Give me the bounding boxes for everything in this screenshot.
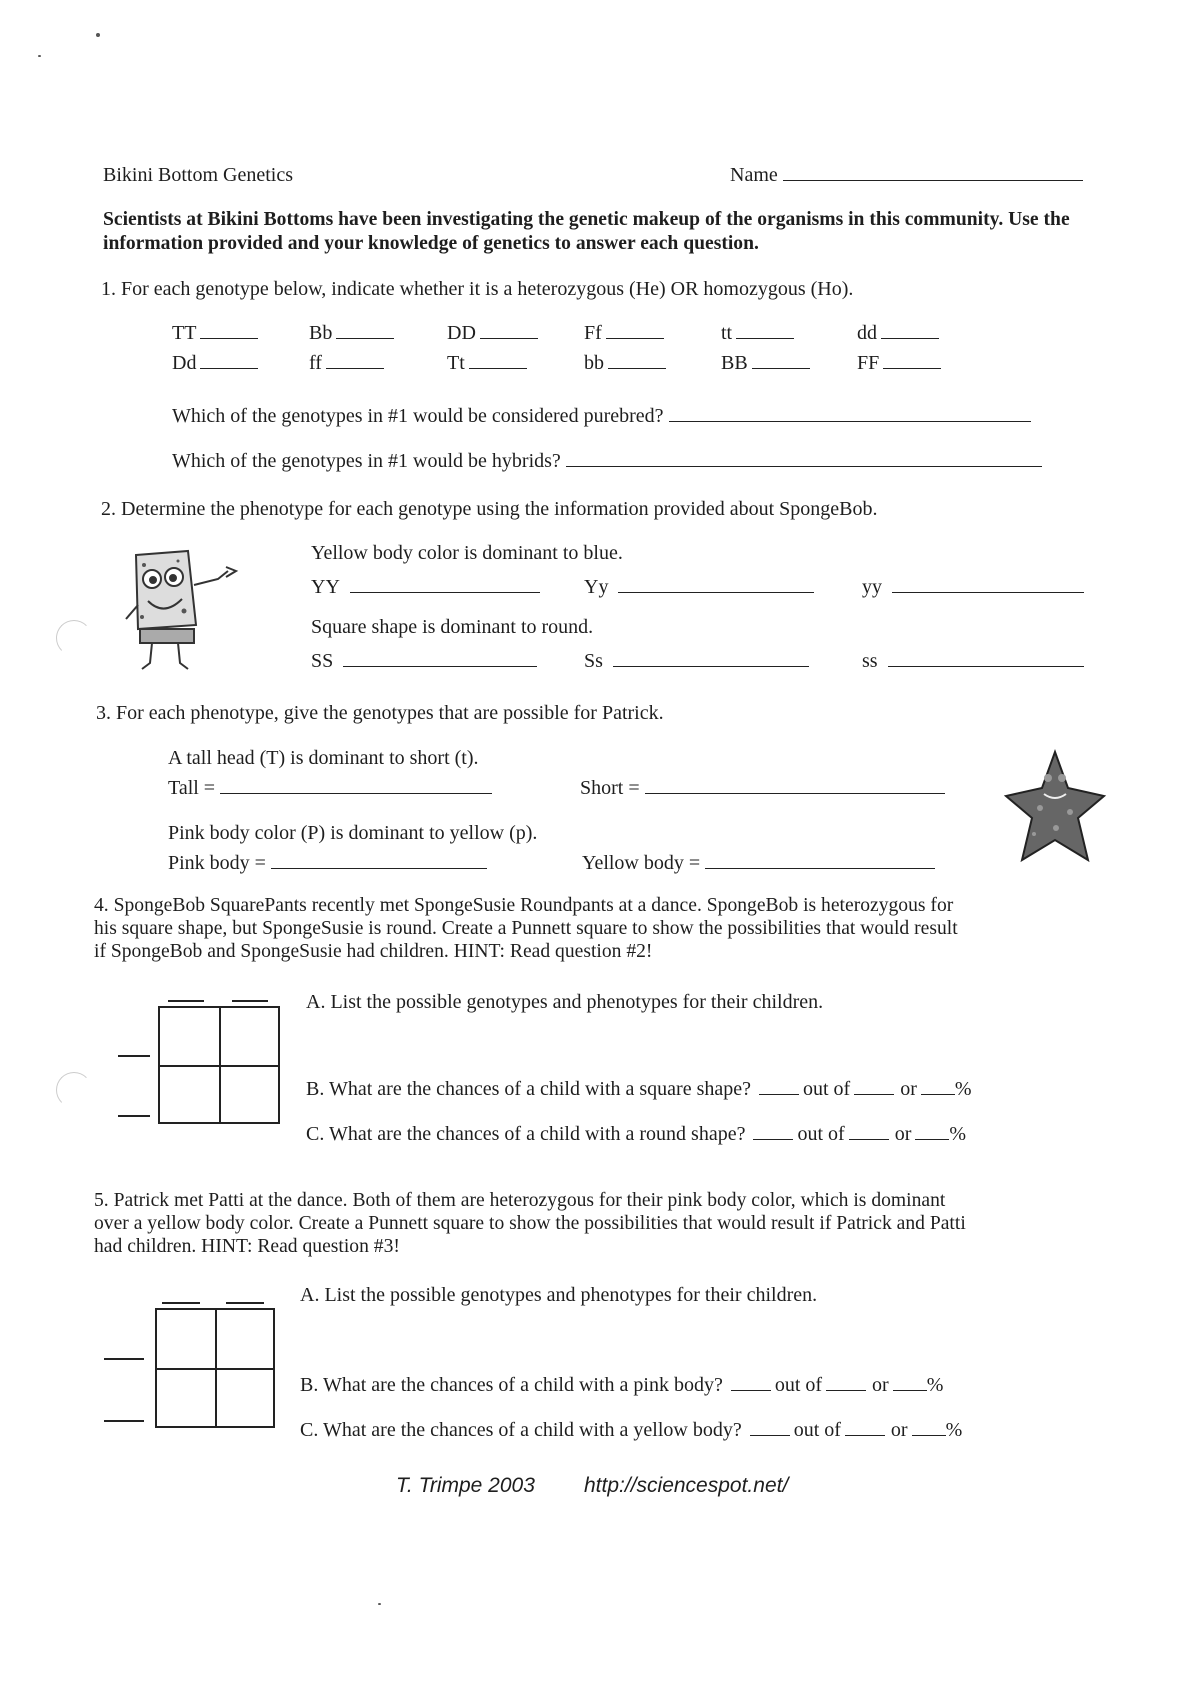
genotype-label: ss <box>862 650 878 672</box>
out-of-label: out of <box>797 1123 845 1145</box>
q1-genotype-item <box>309 352 384 375</box>
or-label: or <box>894 1123 912 1145</box>
genotype-answer-blank[interactable] <box>469 367 527 369</box>
footer-url[interactable]: http://sciencespot.net/ <box>584 1474 789 1497</box>
q1-genotype-item <box>309 322 394 345</box>
short-blank[interactable] <box>645 792 945 794</box>
punnett-divider-h <box>157 1368 273 1370</box>
genotype-label: tt <box>721 322 733 344</box>
q2-genotype-item <box>311 576 540 599</box>
q1-genotype-item <box>857 322 939 345</box>
q5-part-a: A. List the possible genotypes and phenotypes for their children. <box>300 1284 818 1306</box>
q2-rule-shape: Square shape is dominant to round. <box>311 616 594 638</box>
genotype-label: yy <box>862 576 882 598</box>
phenotype-answer-blank[interactable] <box>350 591 540 593</box>
q1-genotype-item <box>721 352 810 375</box>
genotype-answer-blank[interactable] <box>200 337 258 339</box>
genotype-answer-blank[interactable] <box>608 367 666 369</box>
q3-prompt: 3. For each phenotype, give the genotypes that are possible for Patrick. <box>96 702 664 724</box>
q4-punnett-square[interactable] <box>158 1006 280 1124</box>
name-field[interactable] <box>730 164 1083 187</box>
q4-part-a: A. List the possible genotypes and phenotypes for their children. <box>306 991 824 1013</box>
q3-rule-color: Pink body color (P) is dominant to yellow (p). <box>168 822 538 844</box>
chance-percent-blank[interactable] <box>893 1389 927 1391</box>
or-label: or <box>890 1419 908 1441</box>
genotype-answer-blank[interactable] <box>480 337 538 339</box>
genotype-label: Yy <box>584 576 609 598</box>
genotype-label: SS <box>311 650 334 672</box>
chance-question-text: B. What are the chances of a child with a square shape? <box>306 1078 751 1100</box>
genotype-label: BB <box>721 352 748 374</box>
hybrid-blank[interactable] <box>566 465 1042 467</box>
genotype-label: DD <box>447 322 476 344</box>
q5-side-allele-blank-1[interactable] <box>104 1358 144 1360</box>
chance-percent-blank[interactable] <box>915 1138 949 1140</box>
chance-total-blank[interactable] <box>845 1434 885 1436</box>
q4-prompt-line3: if SpongeBob and SpongeSusie had children. HINT: Read question #2! <box>94 941 653 962</box>
q1-hybrid-question: Which of the genotypes in #1 would be hybrids? <box>172 450 1042 473</box>
phenotype-answer-blank[interactable] <box>892 591 1084 593</box>
phenotype-answer-blank[interactable] <box>613 665 809 667</box>
percent-sign: % <box>949 1123 967 1145</box>
q5-top-allele-blank-1[interactable] <box>162 1302 200 1304</box>
percent-sign: % <box>954 1078 972 1100</box>
chance-count-blank[interactable] <box>753 1138 793 1140</box>
genotype-answer-blank[interactable] <box>606 337 664 339</box>
genotype-label: Ss <box>584 650 603 672</box>
genotype-label: ff <box>309 352 322 374</box>
name-label: Name <box>730 164 778 186</box>
q2-genotype-item <box>584 576 814 599</box>
q1-genotype-item <box>584 322 664 345</box>
genotype-answer-blank[interactable] <box>752 367 810 369</box>
q4-side-allele-blank-1[interactable] <box>118 1055 150 1057</box>
punch-hole <box>56 620 92 656</box>
q1-genotype-item <box>447 352 527 375</box>
genotype-answer-blank[interactable] <box>881 337 939 339</box>
genotype-answer-blank[interactable] <box>336 337 394 339</box>
q1-genotype-item <box>172 352 258 375</box>
q5-punnett-square[interactable] <box>155 1308 275 1428</box>
scan-speck <box>96 33 100 37</box>
q4-top-allele-blank-1[interactable] <box>168 1000 204 1002</box>
punch-hole <box>56 1072 92 1108</box>
q1-genotype-item <box>584 352 666 375</box>
patrick-image <box>1000 748 1110 866</box>
yellow-field: Yellow body = <box>582 852 935 875</box>
q5-prompt-line3: had children. HINT: Read question #3! <box>94 1236 400 1257</box>
scan-speck <box>378 1603 381 1605</box>
q4-part-b <box>306 1078 972 1101</box>
percent-sign: % <box>945 1419 963 1441</box>
q2-genotype-item <box>862 650 1084 673</box>
out-of-label: out of <box>774 1374 823 1396</box>
chance-percent-blank[interactable] <box>921 1093 955 1095</box>
name-blank[interactable] <box>783 179 1083 181</box>
q4-side-allele-blank-2[interactable] <box>118 1115 150 1117</box>
q2-genotype-item <box>584 650 809 673</box>
q1-prompt: 1. For each genotype below, indicate whether it is a heterozygous (He) OR homozygous (Ho). <box>101 278 854 300</box>
q5-part-b <box>300 1374 943 1397</box>
pink-field: Pink body = <box>168 852 487 875</box>
q1-genotype-item <box>857 352 941 375</box>
q4-prompt-line2: his square shape, but SpongeSusie is round. Create a Punnett square to show the possibilities that would result <box>94 918 958 939</box>
genotype-label: TT <box>172 322 197 344</box>
q5-side-allele-blank-2[interactable] <box>104 1420 144 1422</box>
chance-question-text: B. What are the chances of a child with a pink body? <box>300 1374 723 1396</box>
out-of-label: out of <box>793 1419 841 1441</box>
genotype-answer-blank[interactable] <box>200 367 258 369</box>
q1-purebred-question: Which of the genotypes in #1 would be considered purebred? <box>172 405 1031 428</box>
pink-blank[interactable] <box>271 867 487 869</box>
q2-genotype-item <box>862 576 1084 599</box>
worksheet-title: Bikini Bottom Genetics <box>103 164 293 186</box>
intro-text: Scientists at Bikini Bottoms have been investigating the genetic makeup of the organisms in this community. Use the information provided and your knowledge of genetics to answer each question. <box>103 209 1070 254</box>
genotype-label: bb <box>584 352 604 374</box>
chance-total-blank[interactable] <box>854 1093 894 1095</box>
q5-part-c <box>300 1419 962 1442</box>
genotype-label: Tt <box>447 352 465 374</box>
out-of-label: out of <box>803 1078 851 1100</box>
punnett-divider-h <box>160 1065 278 1067</box>
phenotype-answer-blank[interactable] <box>343 665 537 667</box>
chance-total-blank[interactable] <box>849 1138 889 1140</box>
footer-author: T. Trimpe 2003 <box>396 1474 535 1497</box>
purebred-blank[interactable] <box>669 420 1031 422</box>
q2-prompt: 2. Determine the phenotype for each genotype using the information provided about SpongeBob. <box>101 498 878 520</box>
percent-sign: % <box>926 1374 944 1396</box>
phenotype-answer-blank[interactable] <box>618 591 814 593</box>
phenotype-answer-blank[interactable] <box>888 665 1084 667</box>
spongebob-image <box>118 545 258 685</box>
chance-count-blank[interactable] <box>759 1093 799 1095</box>
q1-genotype-item <box>721 322 794 345</box>
q4-top-allele-blank-2[interactable] <box>232 1000 268 1002</box>
chance-count-blank[interactable] <box>731 1389 771 1391</box>
q2-genotype-item <box>311 650 537 673</box>
chance-question-text: C. What are the chances of a child with a yellow body? <box>300 1419 742 1441</box>
chance-percent-blank[interactable] <box>912 1434 946 1436</box>
genotype-answer-blank[interactable] <box>736 337 794 339</box>
chance-question-text: C. What are the chances of a child with a round shape? <box>306 1123 746 1145</box>
tall-blank[interactable] <box>220 792 492 794</box>
genotype-label: Ff <box>584 322 602 344</box>
short-field: Short = <box>580 777 945 800</box>
or-label: or <box>872 1374 889 1396</box>
genotype-answer-blank[interactable] <box>883 367 941 369</box>
q5-prompt-line2: over a yellow body color. Create a Punnett square to show the possibilities that would result if Patrick and Patti <box>94 1213 966 1234</box>
q4-part-c <box>306 1123 966 1146</box>
chance-total-blank[interactable] <box>826 1389 866 1391</box>
q4-prompt-line1: 4. SpongeBob SquarePants recently met SpongeSusie Roundpants at a dance. SpongeBob is heterozygous for <box>94 895 954 916</box>
genotype-answer-blank[interactable] <box>326 367 384 369</box>
genotype-label: FF <box>857 352 880 374</box>
q5-prompt-line1: 5. Patrick met Patti at the dance. Both of them are heterozygous for their pink body color, which is dominant <box>94 1190 946 1211</box>
tall-field: Tall = <box>168 777 492 800</box>
q5-top-allele-blank-2[interactable] <box>226 1302 264 1304</box>
q1-genotype-item <box>447 322 538 345</box>
genotype-label: Dd <box>172 352 197 374</box>
q2-rule-color: Yellow body color is dominant to blue. <box>311 542 623 564</box>
chance-count-blank[interactable] <box>750 1434 790 1436</box>
scan-speck <box>38 55 41 57</box>
genotype-label: dd <box>857 322 877 344</box>
or-label: or <box>900 1078 917 1100</box>
yellow-blank[interactable] <box>705 867 935 869</box>
genotype-label: YY <box>311 576 340 598</box>
genotype-label: Bb <box>309 322 333 344</box>
q3-rule-head: A tall head (T) is dominant to short (t). <box>168 747 479 769</box>
q1-genotype-item <box>172 322 258 345</box>
